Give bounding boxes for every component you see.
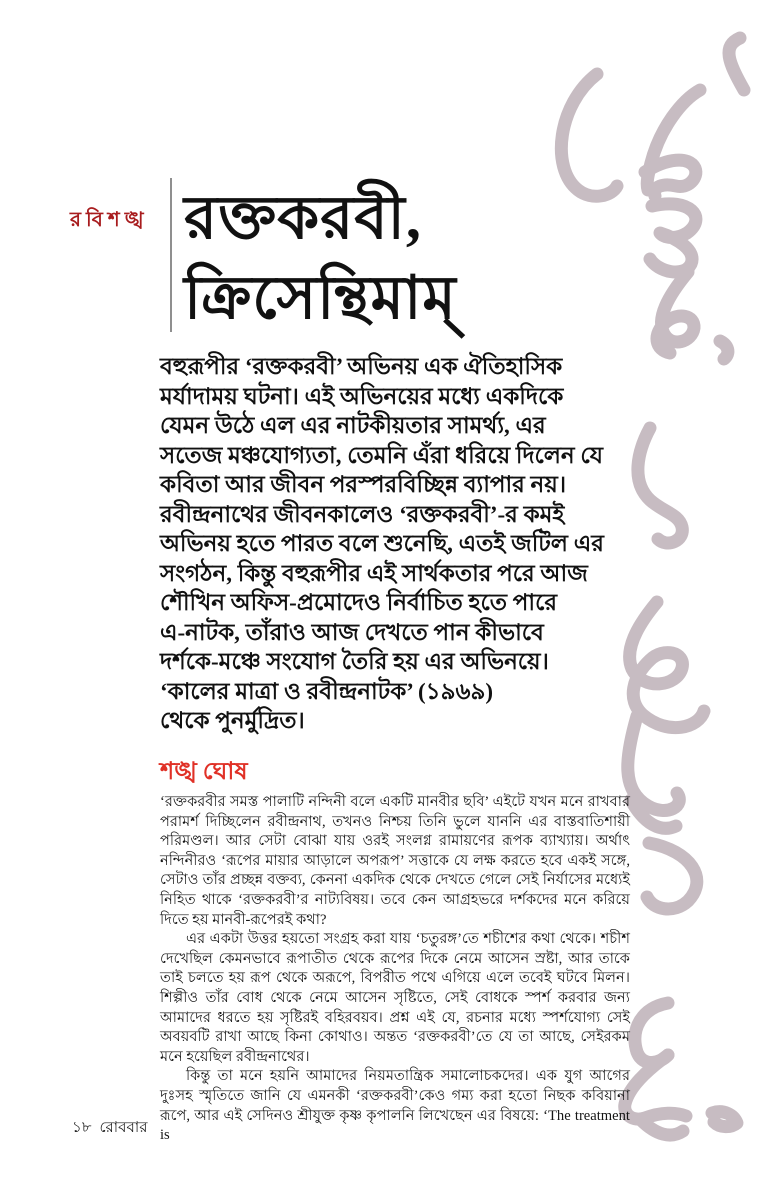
author-name: শঙ্খ ঘোষ [160,759,248,785]
vertical-rule [170,178,172,332]
body-paragraph-1: ‘রক্তকরবীর সমস্ত পালাটি নন্দিনী বলে একটি মানবীর ছবি’ এইটে যখন মনে রাখবার পরামর্শ দিচ্ছিলেন রবীন্দ্রনাথ, তখনও নিশ্চয় তিনি ভুলে যাননি এর বাস্তবাতিশায়ী পরিমণ্ডল। আর সেটা বোঝা যায় ওরই সংলগ্ন রামায়ণের রূপক ব্যাখ্যায়। অর্থাৎ নন্দিনীরও ‘রূপের মায়ার আড়ালে অপরূপ’ সত্তাকে যে লক্ষ করতে হবে একই সঙ্গে, সেটাও তাঁর প্রচ্ছন্ন বক্তব্য, কেননা একদিক থেকে দেখতে গেলে সেই নির্যাসের মধ্যেই নিহিত থাকে ‘রক্তকরবী’র নাট্যবিষয়। তবে কেন আগ্রহভরে দর্শকদের মনে করিয়ে দিতে হয় মানবী-রূপেরই কথা? [160,794,630,928]
page-footer [72,1116,147,1141]
article-title: রক্তকরবী, ক্রিসেন্থিমাম্ [184,185,457,331]
series-label: রবিশঙ্খ [70,209,149,231]
article-body [160,793,630,1146]
magazine-name: রোববার [99,1120,148,1136]
body-paragraph-2: এর একটা উত্তর হয়তো সংগ্রহ করা যায় ‘চতুরঙ্গ’তে শচীশের কথা থেকে। শচীশ দেখেছিল কেমনভাবে রূপাতীত থেকে রূপের দিকে নেমে আসেন স্রষ্টা, আর তাকে তাই চলতে হয় রূপ থেকে অরূপে, বিপরীত পথে এগিয়ে এলে তবেই ঘটবে মিলন। শিল্পীও তাঁর বোধ থেকে নেমে আসেন সৃষ্টিতে, সেই বোধকে স্পর্শ করবার জন্য আমাদের ধরতে হয় সৃষ্টিরই বহিরবয়ব। প্রশ্ন এই যে, রচনার মধ্যে স্পর্শযোগ্য সেই অবয়বটি রাখা আছে কিনা কোথাও। অন্তত ‘রক্তকরবী’তে যে তা আছে, সেইরকম মনে হয়েছিল রবীন্দ্রনাথের। [160,931,630,1065]
lead-paragraph: বহুরূপীর ‘রক্তকরবী’ অভিনয় এক ঐতিহাসিক মর্যাদাময় ঘটনা। এই অভিনয়ের মধ্যে একদিকে যেমন উঠে এল এর নাটকীয়তার সামর্থ্য, এর সতেজ মঞ্চযোগ্যতা, তেমনি এঁরা ধরিয়ে দিলেন যে কবিতা আর জীবন পরস্পরবিচ্ছিন্ন ব্যাপার নয়। রবীন্দ্রনাথের জীবনকালেও ‘রক্তকরবী’-র কমই অভিনয় হতে পারত বলে শুনেছি, এতই জটিল এর সংগঠন, কিন্তু বহুরূপীর এই সার্থকতার পরে আজ শৌখিন অফিস-প্রমোদেও নির্বাচিত হতে পারে এ-নাটক, তাঁরাও আজ দেখতে পান কীভাবে দর্শকে-মঞ্চে সংযোগ তৈরি হয় এর অভিনয়ে। ‘কালের মাত্রা ও রবীন্দ্রনাটক’ (১৯৬৯) থেকে পুনর্মুদ্রিত। [160,354,604,733]
page-number: ১৮ [72,1120,92,1136]
body-paragraph-3: কিন্তু তা মনে হয়নি আমাদের নিয়মতান্ত্রিক সমালোচকদের। এক যুগ আগের দুঃসহ স্মৃতিতে জানি যে এমনকী ‘রক্তকরবী’কেও গম্য করা হতো নিছক কবিয়ানা রূপে, আর এই সেদিনও শ্রীযুক্ত কৃষ্ণ কৃপালনি লিখেছেন এর বিষয়ে: ‘The treatment is [160,1068,630,1144]
